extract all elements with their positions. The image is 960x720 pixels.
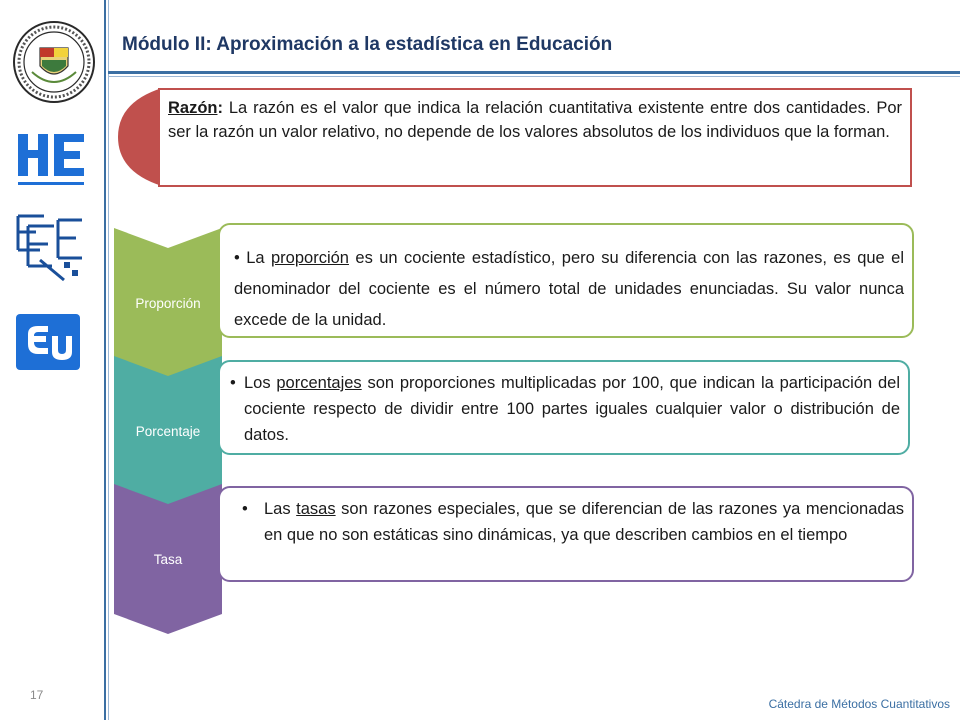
- proporcion-pre: La: [239, 249, 271, 267]
- footer-text: Cátedra de Métodos Cuantitativos: [768, 697, 950, 711]
- escuela-educacion-logo-icon: [14, 210, 88, 284]
- page-number: 17: [30, 688, 44, 702]
- vertical-divider-thin: [108, 0, 109, 720]
- razon-term: Razón: [168, 99, 218, 117]
- razon-colon: :: [217, 99, 223, 117]
- tasa-bullet: •: [242, 500, 248, 518]
- humanidades-educacion-logo-icon: [14, 126, 88, 190]
- porcentaje-label: Porcentaje: [135, 424, 201, 439]
- title-underline: [108, 71, 960, 74]
- proporcion-bullet: •: [234, 249, 240, 267]
- university-seal-icon: [12, 20, 96, 104]
- proporcion-label: Proporción: [135, 296, 201, 311]
- proporcion-text: es un cociente estadístico, pero su diferencia con las razones, es que el denominador del cociente es el número total de unidades enunciadas. Su valor nunca excede de la unidad.: [234, 249, 904, 329]
- porcentaje-pre: Los: [244, 374, 277, 392]
- porcentaje-term: porcentajes: [276, 374, 362, 392]
- tasa-pre: Las: [264, 500, 297, 518]
- tasa-term: tasas: [296, 500, 336, 518]
- slide-title: Módulo II: Aproximación a la estadística en Educación: [122, 34, 613, 55]
- vertical-divider: [104, 0, 106, 720]
- porcentaje-box: [218, 360, 910, 455]
- tasa-text: son razones especiales, que se diferencian de las razones ya mencionadas en que no son estáticas sino dinámicas, ya que describen cambios en el tiempo: [264, 500, 904, 544]
- title-underline-thin: [108, 76, 960, 77]
- razon-text: La razón es el valor que indica la relación cuantitativa existente entre dos cantidades. Por ser la razón un valor relativo, no depende de los valores absolutos de los individuos que la forman.: [168, 99, 902, 141]
- proporcion-term: proporción: [271, 249, 349, 267]
- porcentaje-bullet: •: [230, 374, 236, 392]
- razon-box: [158, 88, 912, 187]
- tasa-label: Tasa: [153, 552, 183, 567]
- eu-logo-icon: [16, 314, 80, 370]
- tasa-box: [218, 486, 914, 582]
- porcentaje-text: son proporciones multiplicadas por 100, que indican la participación del cociente respecto de dividir entre 100 partes iguales cualquier valor o distribución de datos.: [244, 374, 900, 444]
- proporcion-box: [218, 223, 914, 338]
